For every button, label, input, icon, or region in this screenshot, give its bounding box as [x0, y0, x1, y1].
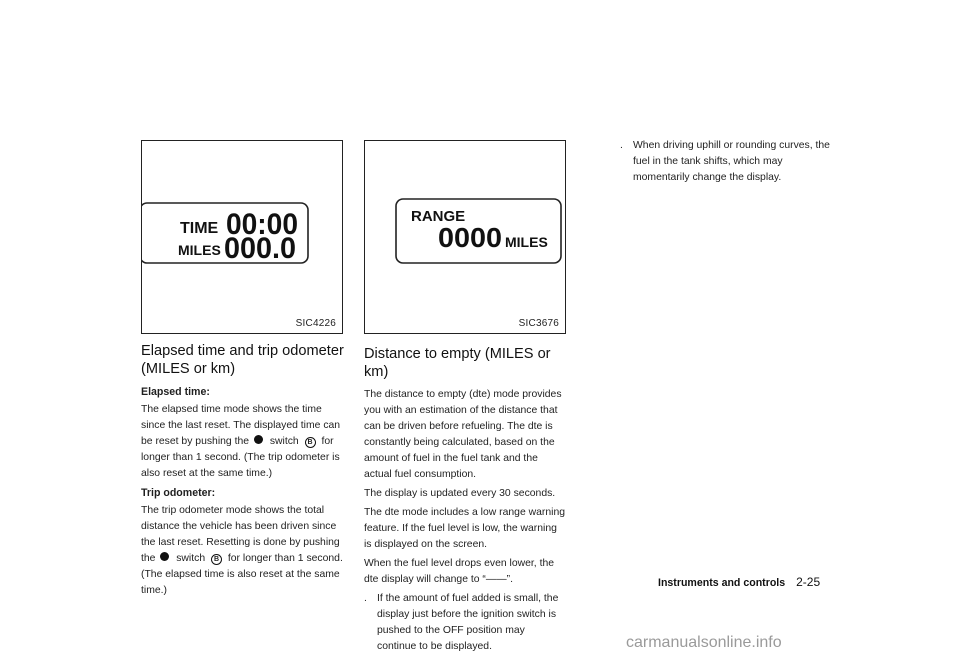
- paragraph: [141, 503, 345, 599]
- distance-to-empty-continued: [620, 138, 830, 186]
- subheading-trip-odometer: Trip odometer:: [141, 487, 216, 499]
- paragraph: The display is updated every 30 seconds.: [364, 488, 556, 499]
- range-value: 0000: [438, 222, 502, 253]
- miles-label: MILES: [178, 242, 221, 258]
- subheading-elapsed-time: Elapsed time:: [141, 386, 210, 398]
- figure-caption: SIC3676: [518, 318, 559, 329]
- bullet-marker: .: [620, 140, 623, 151]
- bullet-marker: .: [364, 593, 367, 604]
- figure-caption: SIC4226: [295, 318, 336, 329]
- text-span: switch: [176, 553, 206, 564]
- paragraph: [141, 402, 345, 482]
- page-footer: [658, 575, 820, 589]
- footer-section-title: Instruments and controls: [658, 577, 786, 589]
- elapsed-time-section: [141, 342, 345, 602]
- miles-value: 000.0: [224, 232, 296, 265]
- text-span: The trip odometer mode shows the total distance the vehicle has been driven since the last reset. Resetting is done by pushing the: [141, 505, 340, 564]
- page-number: 2-25: [796, 575, 821, 589]
- callout-b-icon: B: [211, 554, 222, 565]
- paragraph: When the fuel level drops even lower, the dte display will change to “——”.: [364, 558, 555, 585]
- range-miles-label: MILES: [505, 234, 548, 250]
- list-item: [620, 138, 830, 186]
- callout-b-icon: B: [305, 437, 316, 448]
- list-item: [364, 591, 567, 655]
- switch-dot-icon: [160, 552, 169, 561]
- watermark: carmanualsonline.info: [626, 634, 782, 651]
- section-heading: Elapsed time and trip odometer (MILES or km): [141, 343, 344, 377]
- range-lcd: [365, 141, 565, 333]
- text-span: for longer than 1 second. (The elapsed time is also reset at the same time.): [141, 553, 343, 596]
- distance-to-empty-section: [364, 345, 567, 655]
- text-span: for longer than 1 second. (The trip odometer is also reset at the same time.): [141, 436, 340, 479]
- bullet-text: When driving uphill or rounding curves, the fuel in the tank shifts, which may momentarily change the display.: [633, 140, 830, 183]
- text-span: The elapsed time mode shows the time since the last reset. The displayed time can be reset by pushing the: [141, 404, 341, 447]
- time-label: TIME: [180, 220, 219, 237]
- elapsed-time-lcd: [142, 141, 342, 333]
- figure-range-display: [364, 140, 566, 334]
- text-span: switch: [269, 436, 299, 447]
- bullet-text: If the amount of fuel added is small, the display just before the ignition switch is pushed to the OFF position may continue to be displayed.: [377, 593, 559, 652]
- time-value: 00:00: [226, 208, 298, 241]
- range-label: RANGE: [411, 208, 466, 225]
- section-heading: Distance to empty (MILES or km): [364, 346, 551, 380]
- switch-dot-icon: [254, 435, 263, 444]
- paragraph: The distance to empty (dte) mode provides you with an estimation of the distance that can be driven before refueling. The dte is constantly being calculated, based on the amount of fuel in the fuel tank and the actual fuel consumption.: [364, 389, 562, 480]
- paragraph: The dte mode includes a low range warning feature. If the fuel level is low, the warning is displayed on the screen.: [364, 507, 566, 550]
- figure-elapsed-time-display: [141, 140, 343, 334]
